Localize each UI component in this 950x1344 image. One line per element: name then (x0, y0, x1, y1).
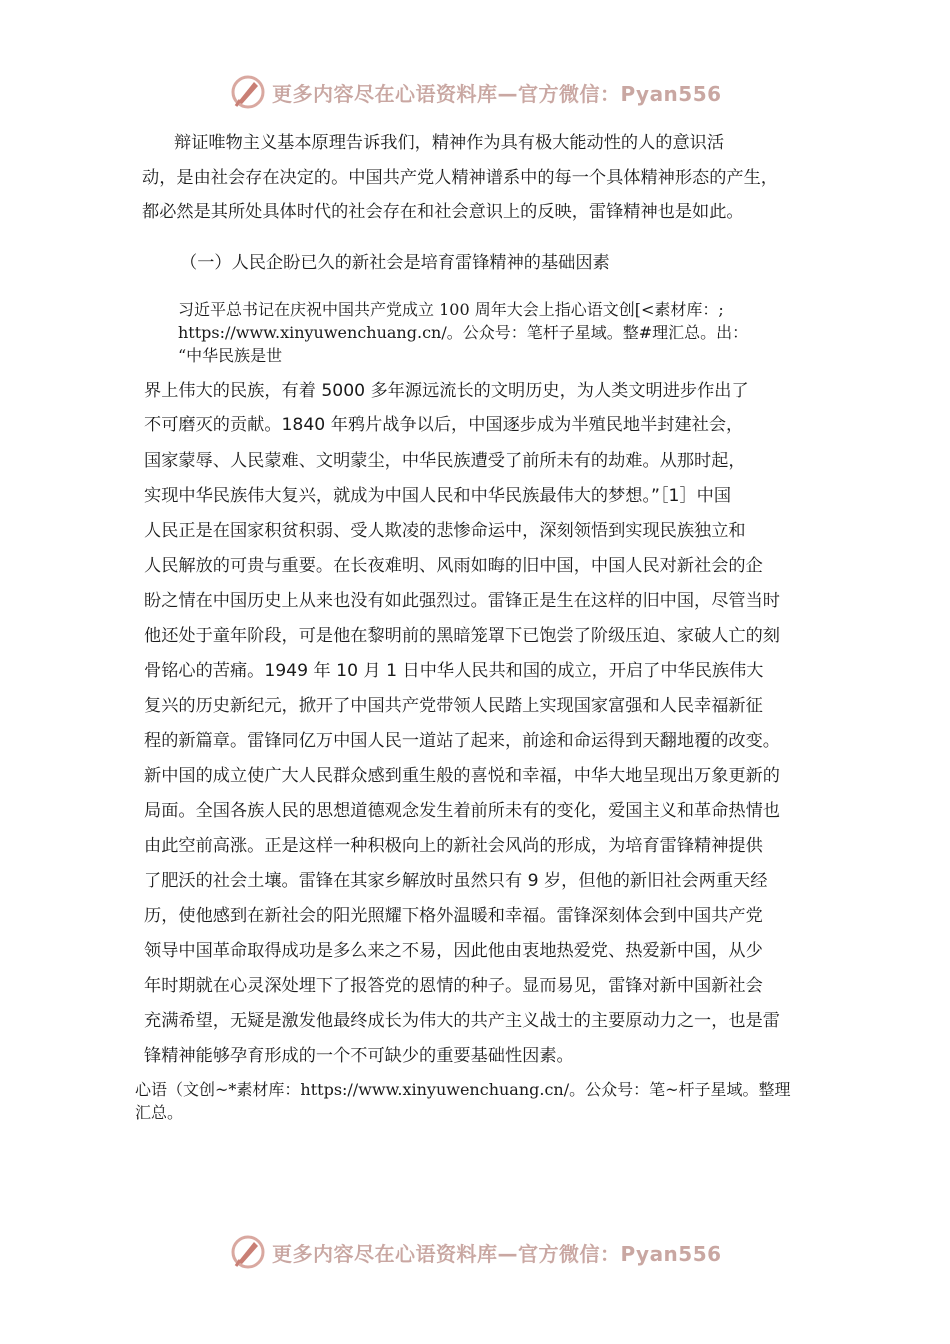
body-line: 人民解放的可贵与重要。在长夜难明、风雨如晦的旧中国，中国人民对新社会的企 (144, 556, 763, 576)
intro-line: 都必然是其所处具体时代的社会存在和社会意识上的反映，雷锋精神也是如此。 (142, 202, 744, 222)
watermark-text: 更多内容尽在心语资料库—官方微信：Pyan556 (272, 81, 722, 106)
body-line: 不可磨灭的贡献。1840 年鸦片战争以后，中国逐步成为半殖民地半封建社会， (144, 415, 744, 435)
body-line: 程的新篇章。雷锋同亿万中国人民一道站了起来，前途和命运得到天翻地覆的改变。 (144, 731, 780, 751)
footer-line: 心语（文创~*素材库：https://www.xinyuwenchuang.cn/。公众号：笔~杆子星域。整理 (135, 1080, 791, 1099)
body-line: 领导中国革命取得成功是多么来之不易，因此他由衷地热爱党、热爱新中国，从少 (144, 941, 763, 961)
quill-logo-icon (228, 1232, 268, 1272)
section-heading: （一）人民企盼已久的新社会是培育雷锋精神的基础因素 (180, 253, 610, 273)
body-line: 国家蒙辱、人民蒙难、文明蒙尘，中华民族遭受了前所未有的劫难。从那时起， (144, 451, 746, 471)
body-line: 复兴的历史新纪元，掀开了中国共产党带领人民踏上实现国家富强和人民幸福新征 (144, 696, 763, 716)
body-line: 了肥沃的社会土壤。雷锋在其家乡解放时虽然只有 9 岁，但他的新旧社会两重天经 (144, 871, 768, 891)
quote-line: 习近平总书记在庆祝中国共产党成立 100 周年大会上指心语文创[<素材库：; (178, 300, 724, 319)
body-line: 实现中华民族伟大复兴，就成为中国人民和中华民族最伟大的梦想。”［1］中国 (144, 486, 732, 506)
body-line: 界上伟大的民族，有着 5000 多年源远流长的文明历史，为人类文明进步作出了 (144, 381, 749, 401)
quote-line: https://www.xinyuwenchuang.cn/。公众号：笔杆子星域。整#理汇总。出： (178, 323, 749, 342)
body-line: 锋精神能够孕育形成的一个不可缺少的重要基础性因素。 (144, 1046, 574, 1066)
quote-line: “中华民族是世 (178, 346, 283, 365)
watermark-banner-top (228, 72, 728, 112)
body-line: 年时期就在心灵深处埋下了报答党的恩情的种子。显而易见，雷锋对新中国新社会 (144, 976, 763, 996)
body-line: 骨铭心的苦痛。1949 年 10 月 1 日中华人民共和国的成立，开启了中华民族伟大 (144, 661, 764, 681)
intro-line: 动，是由社会存在决定的。中国共产党人精神谱系中的每一个具体精神形态的产生， (142, 168, 778, 188)
body-line: 充满希望，无疑是激发他最终成长为伟大的共产主义战士的主要原动力之一，也是雷 (144, 1011, 780, 1031)
watermark-text: 更多内容尽在心语资料库—官方微信：Pyan556 (272, 1241, 722, 1266)
intro-line: 辩证唯物主义基本原理告诉我们，精神作为具有极大能动性的人的意识活 (174, 133, 725, 153)
body-line: 盼之情在中国历史上从来也没有如此强烈过。雷锋正是生在这样的旧中国，尽管当时 (144, 591, 780, 611)
footer-line: 汇总。 (135, 1103, 184, 1122)
watermark-banner-bottom (228, 1232, 728, 1272)
body-line: 由此空前高涨。正是这样一种积极向上的新社会风尚的形成，为培育雷锋精神提供 (144, 836, 763, 856)
body-line: 他还处于童年阶段，可是他在黎明前的黑暗笼罩下已饱尝了阶级压迫、家破人亡的刻 (144, 626, 780, 646)
body-line: 人民正是在国家积贫积弱、受人欺凌的悲惨命运中，深刻领悟到实现民族独立和 (144, 521, 746, 541)
quill-logo-icon (228, 72, 268, 112)
body-line: 局面。全国各族人民的思想道德观念发生着前所未有的变化，爱国主义和革命热情也 (144, 801, 780, 821)
body-line: 新中国的成立使广大人民群众感到重生般的喜悦和幸福，中华大地呈现出万象更新的 (144, 766, 780, 786)
body-line: 历，使他感到在新社会的阳光照耀下格外温暖和幸福。雷锋深刻体会到中国共产党 (144, 906, 763, 926)
